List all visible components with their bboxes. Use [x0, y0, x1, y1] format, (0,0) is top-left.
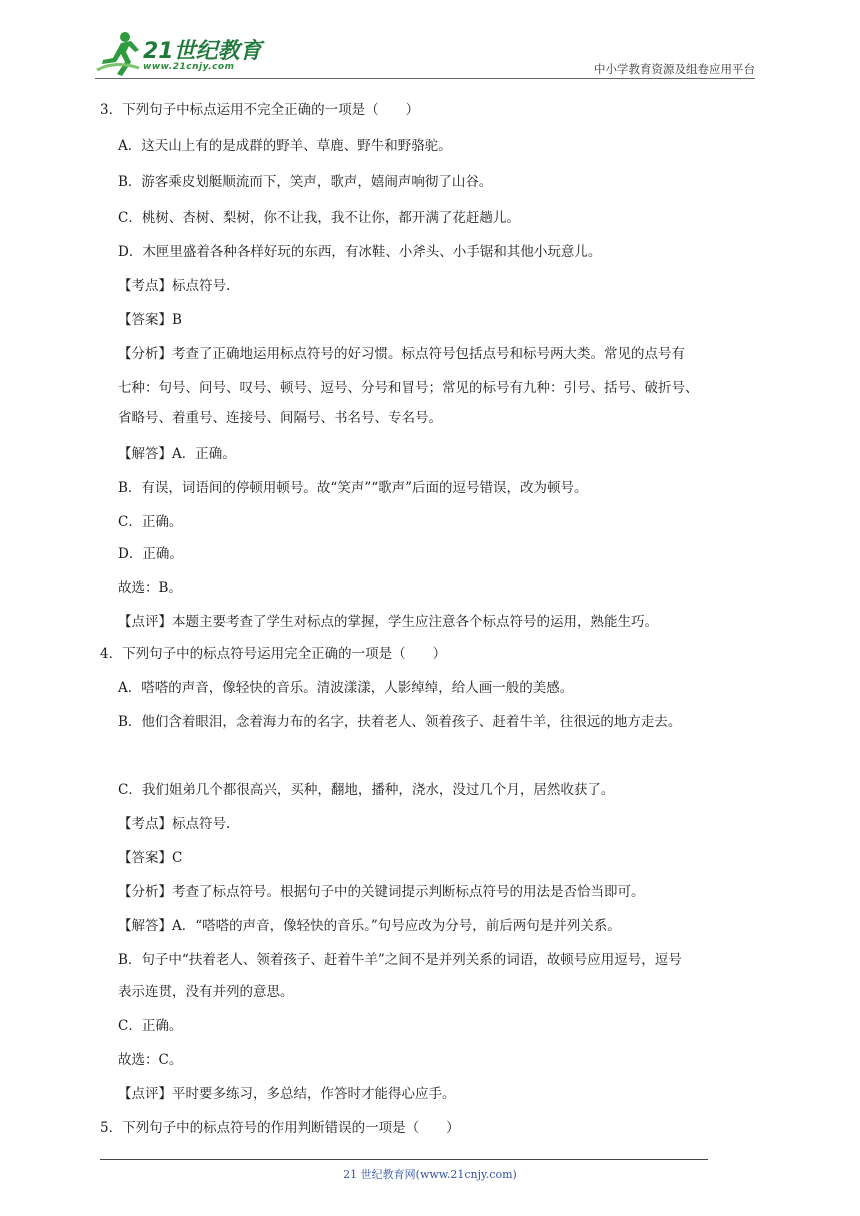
option-line: A．嗒嗒的声音，像轻快的音乐。清波漾漾，人影绰绰，给人画一般的美感。	[118, 680, 574, 696]
option-line: C．桃树、杏树、梨树，你不让我，我不让你，都开满了花赶趟儿。	[118, 210, 520, 226]
question-3: 3．下列句子中标点运用不完全正确的一项是（ ）	[100, 102, 420, 118]
topic-line: 【考点】标点符号.	[118, 278, 231, 294]
option-line: A．这天山上有的是成群的野羊、草鹿、野牛和野骆驼。	[118, 138, 452, 154]
solution-line: 【解答】A．正确。	[118, 446, 236, 462]
footer-divider	[100, 1159, 708, 1160]
choice-line: 故选：C。	[118, 1052, 183, 1068]
solution-line: C．正确。	[118, 1018, 183, 1034]
solution-line: 【解答】A．“嗒嗒的声音，像轻快的音乐。”句号应改为分号，前后两句是并列关系。	[118, 918, 621, 934]
answer-line: 【答案】B	[118, 312, 182, 328]
page-footer: 21 世纪教育网(www.21cnjy.com)	[343, 1168, 517, 1181]
option-line: D．木匣里盛着各种各样好玩的东西，有冰鞋、小斧头、小手锯和其他小玩意儿。	[118, 244, 602, 260]
question-5: 5．下列句子中的标点符号的作用判断错误的一项是（ ）	[100, 1120, 460, 1136]
analysis-line: 【分析】考查了标点符号。根据句子中的关键词提示判断标点符号的用法是否恰当即可。	[118, 884, 645, 900]
page-header	[95, 28, 755, 80]
runner-icon	[95, 30, 141, 78]
logo-text: 21世纪教育	[143, 39, 262, 64]
comment-line: 【点评】平时要多练习，多总结，作答时才能得心应手。	[118, 1086, 456, 1102]
solution-line: C．正确。	[118, 514, 183, 530]
analysis-line: 省略号、着重号、连接号、间隔号、书名号、专名号。	[118, 410, 442, 426]
solution-line: B．有误，词语间的停顿用顿号。故“笑声”“歌声”后面的逗号错误，改为顿号。	[118, 480, 588, 496]
choice-line: 故选：B。	[118, 580, 182, 596]
option-line: C．我们姐弟几个都很高兴，买种，翻地，播种，浇水，没过几个月，居然收获了。	[118, 782, 615, 798]
analysis-line: 七种：句号、问号、叹号、顿号、逗号、分号和冒号；常见的标号有九种：引号、括号、破折号、	[118, 380, 699, 396]
logo	[95, 28, 265, 78]
answer-line: 【答案】C	[118, 850, 183, 866]
analysis-line: 【分析】考查了正确地运用标点符号的好习惯。标点符号包括点号和标号两大类。常见的点号有	[118, 346, 685, 362]
header-divider	[95, 78, 755, 79]
solution-line: 表示连贯，没有并列的意思。	[118, 984, 294, 1000]
option-line: B．他们含着眼泪，念着海力布的名字，扶着老人、领着孩子、赶着牛羊，往很远的地方走去。	[118, 714, 682, 730]
solution-line: D．正确。	[118, 546, 183, 562]
solution-line: B．句子中“扶着老人、领着孩子、赶着牛羊”之间不是并列关系的词语，故顿号应用逗号，逗号	[118, 952, 682, 968]
topic-line: 【考点】标点符号.	[118, 816, 231, 832]
logo-url: www.21cnjy.com	[143, 62, 235, 72]
comment-line: 【点评】本题主要考查了学生对标点的掌握，学生应注意各个标点符号的运用，熟能生巧。	[118, 614, 658, 630]
question-4: 4．下列句子中的标点符号运用完全正确的一项是（ ）	[100, 646, 447, 662]
platform-title: 中小学教育资源及组卷应用平台	[594, 62, 755, 76]
option-line: B．游客乘皮划艇顺流而下，笑声，歌声，嬉闹声响彻了山谷。	[118, 174, 493, 190]
